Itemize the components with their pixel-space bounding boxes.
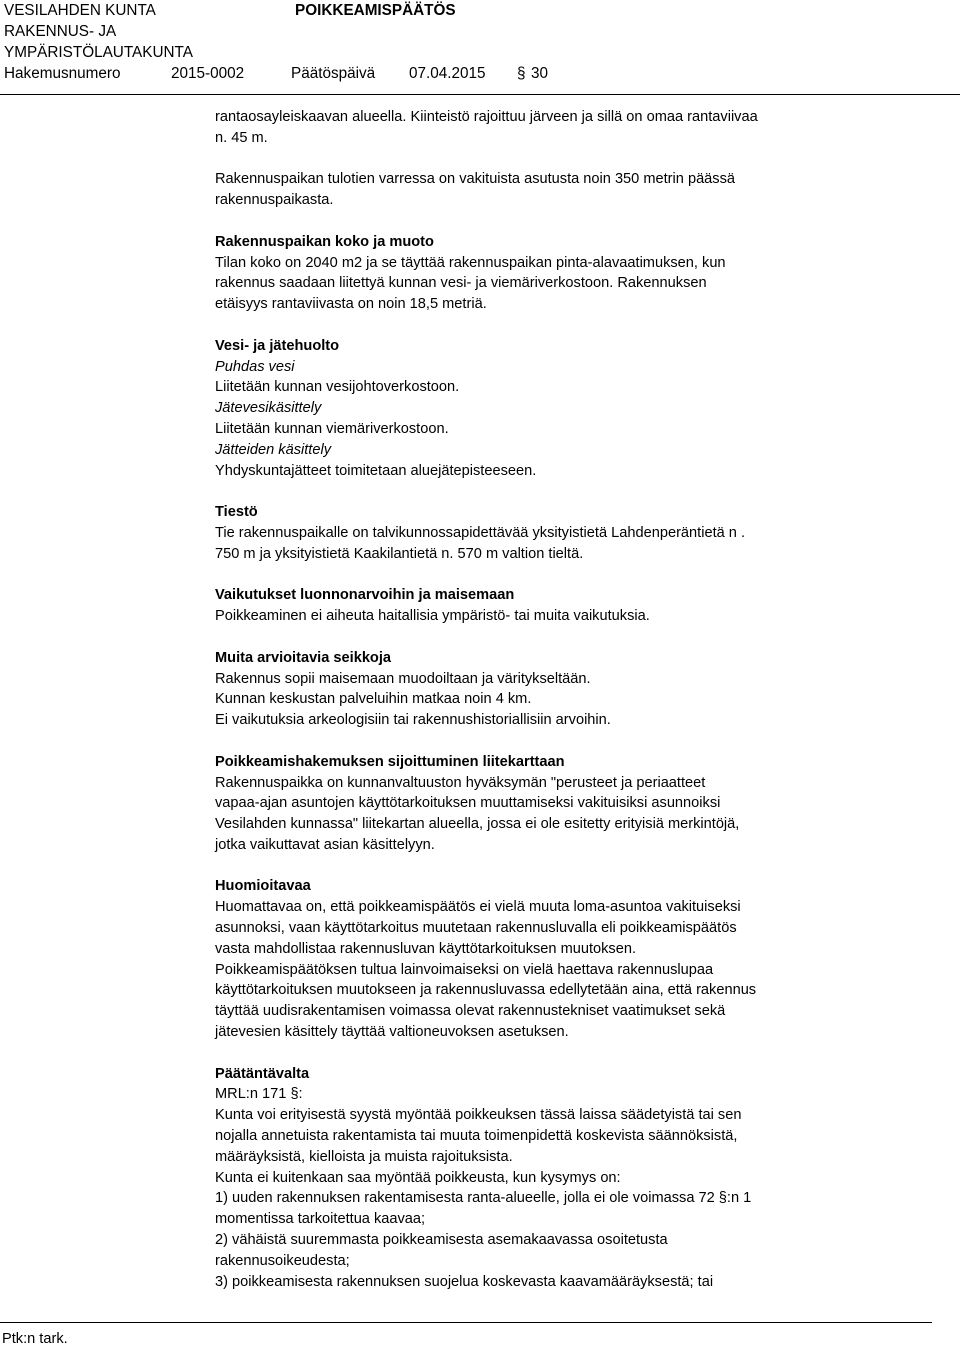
text-line: Kunnan keskustan palveluihin matkaa noin 4 km. [215,691,532,708]
text-line: käyttötarkoituksen muutokseen ja rakennusluvassa edellytetään aina, että rakennus [215,982,757,999]
text-line: Tilan koko on 2040 m2 ja se täyttää rakennuspaikan pinta-alavaatimuksen, kun [215,254,726,271]
section-heading: Huomioitavaa [215,878,311,895]
section-heading: Tiestö [215,504,258,521]
text-line: Ei vaikutuksia arkeologisiin tai rakennushistoriallisiin arvoihin. [215,712,611,729]
paragraph-location [215,107,815,149]
organization-name [4,0,304,63]
section-heading: Muita arvioitavia seikkoja [215,649,392,666]
text-line: rakennusoikeudesta; [215,1252,350,1269]
section-heading: Päätäntävalta [215,1065,310,1082]
text-line: vasta mahdollistaa rakennusluvan käyttötarkoituksen muutoksen. [215,940,637,957]
text-line: Rakennuspaikan tulotien varressa on vakituista asutusta noin 350 metrin päässä [215,171,736,188]
text-line: jotka vaikuttavat asian käsittelyyn. [215,836,435,853]
text-line: vapaa-ajan asuntojen käyttötarkoituksen muuttamiseksi vakituisiksi asunnoiksi [215,795,721,812]
section-heading: Poikkeamishakemuksen sijoittuminen liitekarttaan [215,753,565,770]
text-line: rantaosayleiskaavan alueella. Kiinteistö rajoittuu järveen ja sillä on omaa rantaviivaa [215,109,758,125]
text-line: 2) vähäistä suuremmasta poikkeamisesta asemakaavassa osoitetusta [215,1232,668,1249]
section-heading: Rakennuspaikan koko ja muoto [215,233,434,250]
text-line: Liitetään kunnan vesijohtoverkostoon. [215,379,460,396]
section-roads [215,502,815,564]
section-water-waste [215,336,815,482]
text-line: Yhdyskuntajätteet toimitetaan aluejätepisteeseen. [215,462,537,479]
subheading-wastewater: Jätevesikäsittely [215,400,322,417]
text-line: jätevesien käsittely täyttää valtioneuvoksen asetuksen. [215,1024,569,1041]
text-line: Poikkeamispäätöksen tultua lainvoimaiseksi on vielä haettava rakennuslupaa [215,961,714,978]
text-line: MRL:n 171 §: [215,1086,303,1103]
document-body [215,107,815,1313]
org-line-2: RAKENNUS- JA [4,23,117,40]
footer-divider [0,1322,932,1323]
text-line: etäisyys rantaviivasta on noin 18,5 metriä. [215,296,487,313]
section-other-matters [215,648,815,731]
text-line: Rakennuspaikka on kunnanvaltuuston hyväksymän "perusteet ja periaatteet [215,774,706,791]
org-line-3: YMPÄRISTÖLAUTAKUNTA [4,44,193,61]
text-line: määräyksistä, kielloista ja muista rajoituksista. [215,1148,513,1165]
subheading-clean-water: Puhdas vesi [215,358,295,375]
org-line-1: VESILAHDEN KUNTA [4,2,156,19]
text-line: n. 45 m. [215,129,268,146]
text-line: Tie rakennuspaikalle on talvikunnossapidettävää yksityistietä Lahdenperäntietä n . [215,524,746,541]
section-authority [215,1064,815,1293]
section-number: 30 [531,65,549,82]
text-line: momentissa tarkoitettua kaavaa; [215,1211,426,1228]
minutes-checker-label: Ptk:n tark. [2,1331,68,1347]
text-line: Kunta voi erityisestä syystä myöntää poikkeuksen tässä laissa säädetyistä tai sen [215,1107,742,1124]
decision-date-label: Päätöspäivä [291,65,376,82]
section-map-placement [215,752,815,856]
text-line: rakennuspaikasta. [215,192,334,209]
text-line: Poikkeaminen ei aiheuta haitallisia ympäristö- tai muita vaikutuksia. [215,608,650,625]
text-line: Liitetään kunnan viemäriverkostoon. [215,420,449,437]
application-number-label: Hakemusnumero [4,65,121,82]
section-plot-size [215,232,815,315]
subheading-waste: Jätteiden käsittely [215,441,332,458]
text-line: nojalla annetuista rakentamista tai muuta toimenpidettä koskevista säännöksistä, [215,1128,738,1145]
section-nature-impact [215,585,815,627]
header-divider [0,94,960,95]
section-heading: Vesi- ja jätehuolto [215,337,340,354]
text-line: Vesilahden kunnassa" liitekartan alueella, jossa ei ole esitetty erityisiä merkintöjä, [215,816,740,833]
text-line: 750 m ja yksityistietä Kaakilantietä n. 570 m valtion tieltä. [215,545,584,562]
text-line: Kunta ei kuitenkaan saa myöntää poikkeusta, kun kysymys on: [215,1169,621,1186]
document-title: POIKKEAMISPÄÄTÖS [295,2,456,19]
text-line: 3) poikkeamisesta rakennuksen suojelua koskevasta kaavamääräyksestä; tai [215,1273,714,1290]
text-line: rakennus saadaan liitettyä kunnan vesi- ja viemäriverkostoon. Rakennuksen [215,275,707,292]
decision-date: 07.04.2015 [409,65,486,82]
section-notes [215,876,815,1042]
section-heading: Vaikutukset luonnonarvoihin ja maisemaan [215,587,515,604]
text-line: täyttää uudisrakentamisen voimassa olevat rakennustekniset vaatimukset sekä [215,1003,726,1020]
application-number: 2015-0002 [171,65,245,82]
text-line: 1) uuden rakennuksen rakentamisesta ranta-alueelle, jolla ei ole voimassa 72 §:n 1 [215,1190,752,1207]
text-line: Huomattavaa on, että poikkeamispäätös ei vielä muuta loma-asuntoa vakituiseksi [215,899,741,916]
text-line: asunnoksi, vaan käyttötarkoitus muutetaan rakennusluvalla eli poikkeamispäätös [215,920,737,937]
section-symbol: § [517,65,526,82]
paragraph-settlement [215,169,815,211]
text-line: Rakennus sopii maisemaan muodoiltaan ja väritykseltään. [215,670,591,687]
